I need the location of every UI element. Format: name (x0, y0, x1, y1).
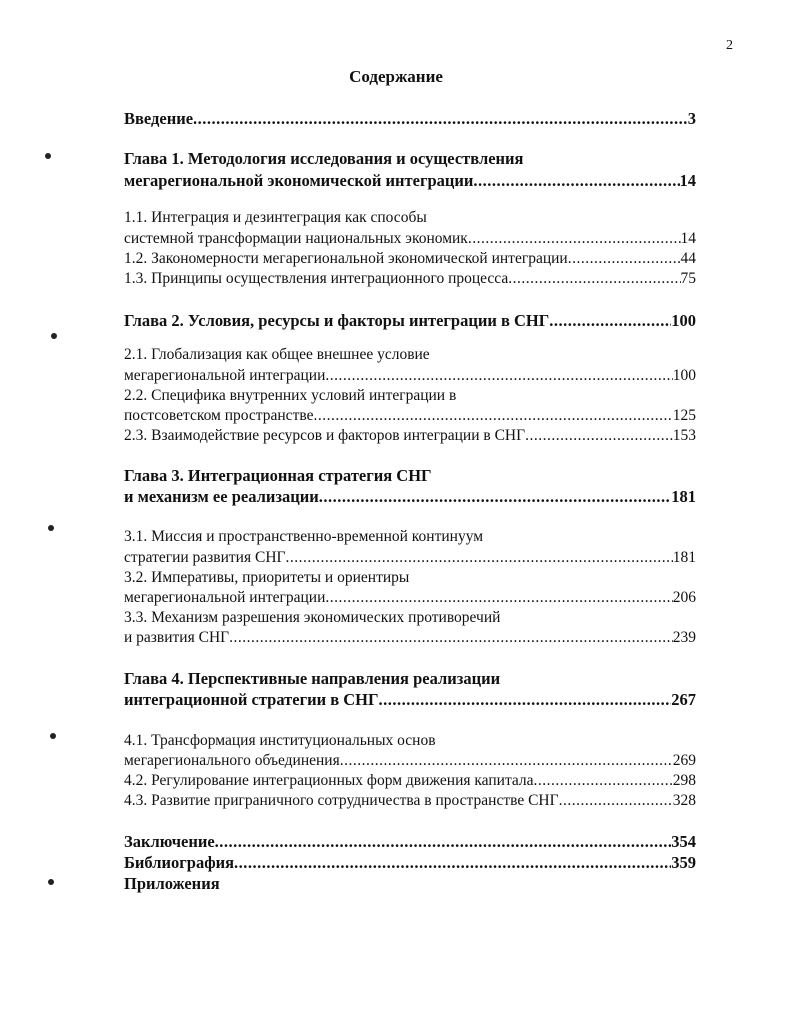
toc-page-number: 181 (671, 487, 696, 506)
dot-leader (568, 250, 681, 268)
toc-page-number: 354 (671, 832, 696, 851)
toc-entry-label: мегарегионального объединения (124, 752, 340, 769)
toc-section-2-1-line2[interactable] (124, 367, 696, 389)
toc-entry-appendix[interactable] (124, 874, 696, 896)
toc-entry-label: 2.3. Взаимодействие ресурсов и факторов интеграции в СНГ (124, 427, 526, 444)
page-number: 2 (726, 38, 733, 53)
scan-mark (48, 525, 54, 531)
dot-leader (319, 487, 671, 507)
dot-leader (285, 549, 672, 567)
toc-page-number: 125 (672, 407, 696, 424)
scan-mark (48, 879, 54, 885)
toc-entry-label: Глава 3. Интеграционная стратегия СНГ (124, 466, 432, 485)
toc-entry-label: 4.2. Регулирование интеграционных форм движения капитала (124, 772, 534, 789)
toc-entry-label: Приложения (124, 874, 220, 893)
toc-chapter-1-line1[interactable] (124, 149, 696, 171)
dot-leader (193, 109, 688, 129)
dot-leader (325, 367, 672, 385)
dot-leader (313, 407, 672, 425)
dot-leader (215, 832, 672, 852)
toc-entry-label: мегарегиональной интеграции (124, 367, 326, 384)
toc-page-number: 181 (672, 549, 696, 566)
toc-section-3-3-line1[interactable] (124, 609, 696, 631)
toc-entry-label: Глава 4. Перспективные направления реализации (124, 669, 501, 688)
toc-section-1-2[interactable] (124, 250, 696, 272)
toc-entry-label: 2.1. Глобализация как общее внешнее условие (124, 346, 430, 363)
toc-entry-label: стратегии развития СНГ (124, 549, 286, 566)
dot-leader (473, 171, 679, 191)
toc-entry-label: Библиография (124, 853, 235, 872)
toc-entry-label: 3.2. Императивы, приоритеты и ориентиры (124, 569, 410, 586)
toc-entry-label: 1.3. Принципы осуществления интеграционного процесса (124, 270, 509, 287)
toc-page-number: 206 (672, 589, 696, 606)
toc-page-number: 359 (671, 853, 696, 872)
toc-entry-label: мегарегиональной интеграции (124, 589, 326, 606)
toc-section-4-3[interactable] (124, 792, 696, 814)
toc-page-number: 100 (671, 311, 696, 330)
dot-leader (325, 589, 672, 607)
toc-page-number: 269 (672, 752, 696, 769)
toc-page-number: 239 (672, 629, 696, 646)
toc-chapter-4-line2[interactable] (124, 690, 696, 712)
toc-section-1-1-line2[interactable] (124, 230, 696, 252)
toc-section-3-1-line1[interactable] (124, 528, 696, 550)
toc-section-3-3-line2[interactable] (124, 629, 696, 651)
toc-entry-label: постсоветском пространстве (124, 407, 314, 424)
dot-leader (534, 772, 673, 790)
toc-section-3-2-line1[interactable] (124, 569, 696, 591)
dot-leader (229, 629, 673, 647)
scan-mark (51, 333, 57, 339)
toc-section-2-2-line1[interactable] (124, 387, 696, 409)
toc-entry-label: системной трансформации национальных экономик (124, 230, 468, 247)
toc-page-number: 14 (680, 230, 696, 247)
toc-entry-bibliography[interactable] (124, 853, 696, 875)
toc-entry-label: мегарегиональной экономической интеграции (124, 171, 474, 190)
dot-leader (559, 792, 673, 810)
toc-page-number: 14 (679, 171, 696, 190)
toc-section-3-2-line2[interactable] (124, 589, 696, 611)
toc-chapter-4-line1[interactable] (124, 669, 696, 691)
toc-page-number: 100 (672, 367, 696, 384)
dot-leader (525, 427, 673, 445)
toc-section-4-1-line2[interactable] (124, 752, 696, 774)
toc-entry-label: Заключение (124, 832, 215, 851)
toc-entry-label: 2.2. Специфика внутренних условий интеграции в (124, 387, 457, 404)
toc-page-number: 267 (671, 690, 696, 709)
toc-section-2-1-line1[interactable] (124, 346, 696, 368)
toc-chapter-3-line2[interactable] (124, 487, 696, 509)
toc-page-number: 153 (672, 427, 696, 444)
toc-section-4-2[interactable] (124, 772, 696, 794)
toc-entry-label: 1.1. Интеграция и дезинтеграция как способы (124, 209, 427, 226)
toc-entry-label: Введение (124, 109, 194, 128)
toc-chapter-3-line1[interactable] (124, 466, 696, 488)
toc-section-4-1-line1[interactable] (124, 732, 696, 754)
toc-entry-conclusion[interactable] (124, 832, 696, 854)
toc-chapter-1-line2[interactable] (124, 171, 696, 193)
toc-section-2-3[interactable] (124, 427, 696, 449)
toc-entry-label: 1.2. Закономерности мегарегиональной экономической интеграции (124, 250, 568, 267)
dot-leader (340, 752, 673, 770)
toc-page-number: 44 (680, 250, 696, 267)
toc-page-number: 3 (687, 109, 696, 128)
toc-entry-label: и механизм ее реализации (124, 487, 319, 506)
toc-page-number: 328 (672, 792, 696, 809)
page-title: Содержание (349, 67, 443, 86)
toc-chapter-2[interactable] (124, 311, 696, 333)
toc-entry-label: и развития СНГ (124, 629, 230, 646)
toc-page-number: 75 (680, 270, 696, 287)
toc-entry-intro[interactable] (124, 109, 696, 131)
toc-entry-label: 4.1. Трансформация институциональных основ (124, 732, 436, 749)
toc-entry-label: 3.1. Миссия и пространственно-временной континуум (124, 528, 484, 545)
dot-leader (468, 230, 681, 248)
scan-mark (45, 153, 51, 159)
toc-entry-label: 4.3. Развитие приграничного сотрудничества в пространстве СНГ (124, 792, 559, 809)
toc-section-3-1-line2[interactable] (124, 549, 696, 571)
toc-entry-label: интеграционной стратегии в СНГ (124, 690, 379, 709)
dot-leader (549, 311, 671, 331)
toc-entry-label: Глава 1. Методология исследования и осуществления (124, 149, 524, 168)
toc-section-1-1-line1[interactable] (124, 209, 696, 231)
toc-entry-label: Глава 2. Условия, ресурсы и факторы интеграции в СНГ (124, 311, 550, 330)
toc-section-2-2-line2[interactable] (124, 407, 696, 429)
dot-leader (508, 270, 680, 288)
toc-entry-label: 3.3. Механизм разрешения экономических противоречий (124, 609, 501, 626)
dot-leader (234, 853, 671, 873)
scan-mark (50, 733, 56, 739)
dot-leader (379, 690, 672, 710)
toc-section-1-3[interactable] (124, 270, 696, 292)
toc-page-number: 298 (672, 772, 696, 789)
